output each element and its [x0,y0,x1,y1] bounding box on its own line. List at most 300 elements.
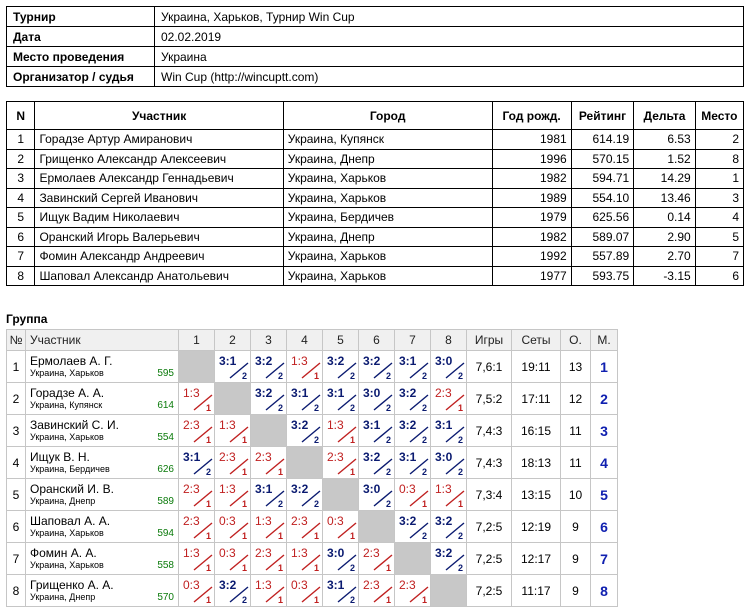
result [287,575,322,606]
participant-cell: Горадзе Артур Амиранович [35,130,283,150]
participant-cell: Ермолаев Александр Геннадьевич [35,169,283,189]
result [323,383,358,414]
result [359,415,394,446]
result-cell [287,383,323,415]
result-points: 1 [205,435,211,445]
result-cell [179,479,215,511]
group-row-number: 7 [7,543,26,575]
result-score: 1:3 [255,578,272,592]
result-cell [431,479,467,511]
result-points: 2 [241,595,247,605]
info-label: Турнир [7,7,155,27]
result-cell [431,383,467,415]
games: 7,4:3 [467,415,512,447]
result-cell [323,511,359,543]
participant-cell: 7 [695,247,743,267]
result-points: 1 [313,563,319,573]
info-label: Место проведения [7,47,155,67]
participant-cell: 8 [695,149,743,169]
points: 13 [561,351,591,383]
participant-cell: 8 [7,266,35,286]
player-rating: 594 [157,528,174,539]
result-score: 3:0 [435,354,453,368]
participant-cell: Фомин Александр Андреевич [35,247,283,267]
sets: 18:13 [512,447,561,479]
diagonal-cell [359,511,395,543]
result-cell [359,447,395,479]
participant-cell: 4 [695,208,743,228]
group-row-number: 4 [7,447,26,479]
result-score: 0:3 [291,578,308,592]
player-name: Фомин А. А. [30,545,97,560]
result-score: 1:3 [183,546,200,560]
group-player [26,511,179,543]
result [323,511,358,542]
participant-cell: Украина, Купянск [283,130,492,150]
result-score: 1:3 [327,418,344,432]
result [179,479,214,510]
result-points: 1 [277,595,283,605]
participant-cell: Украина, Харьков [283,266,492,286]
result [323,351,358,382]
result-score: 3:1 [363,418,381,432]
result-score: 1:3 [291,354,308,368]
result-score: 3:2 [399,514,417,528]
result-cell [359,479,395,511]
result [251,447,286,478]
result [179,575,214,606]
result-points: 1 [385,595,391,605]
result [251,479,286,510]
result-points: 2 [313,435,319,445]
participant-cell: Шаповал Александр Анатольевич [35,266,283,286]
result [287,511,322,542]
result-score: 2:3 [291,514,308,528]
result-points: 1 [349,467,355,477]
result [431,351,466,382]
result-cell [395,511,431,543]
result-points: 1 [241,563,247,573]
result [359,479,394,510]
result-score: 0:3 [183,578,200,592]
result-points: 2 [385,403,391,413]
result-score: 3:2 [363,450,381,464]
result-score: 2:3 [183,482,200,496]
result-cell [323,415,359,447]
games: 7,5:2 [467,383,512,415]
group-player [26,415,179,447]
result-cell [179,383,215,415]
result [395,479,430,510]
result-score: 1:3 [219,482,236,496]
place: 1 [591,351,618,383]
result-cell [323,447,359,479]
result-cell [287,415,323,447]
participant-cell: Украина, Харьков [283,169,492,189]
player-rating: 595 [157,368,174,379]
sets: 19:11 [512,351,561,383]
result-cell [215,479,251,511]
games: 7,2:5 [467,511,512,543]
result-cell [251,383,287,415]
result-points: 2 [385,499,391,509]
group-header-cell: 2 [215,330,251,351]
result-cell [395,575,431,607]
result-score: 2:3 [363,546,380,560]
participant-cell: 1989 [492,188,571,208]
result-points: 1 [277,531,283,541]
result [431,415,466,446]
participant-row [7,188,744,208]
result-points: 1 [349,435,355,445]
result-points: 1 [349,531,355,541]
result-cell [215,575,251,607]
player-name: Завинский С. И. [30,417,119,432]
participant-cell: 13.46 [634,188,695,208]
participant-cell: 3 [7,169,35,189]
group-header-cell: 1 [179,330,215,351]
result-score: 0:3 [219,514,236,528]
group-row [7,543,618,575]
result-cell [251,575,287,607]
group-player [26,383,179,415]
result-cell [251,543,287,575]
result-cell [359,415,395,447]
group-matrix [6,329,618,607]
player-name: Ищук В. Н. [30,449,90,464]
participants-header-cell: Участник [35,102,283,130]
result-cell [359,575,395,607]
participant-cell: 1.52 [634,149,695,169]
result-points: 1 [241,531,247,541]
diagonal-cell [179,351,215,383]
result-points: 2 [277,499,283,509]
result [215,575,250,606]
result-cell [251,351,287,383]
participant-cell: 594.71 [571,169,634,189]
games: 7,4:3 [467,447,512,479]
participants-header-row [7,102,744,130]
result-score: 3:0 [327,546,345,560]
games: 7,3:4 [467,479,512,511]
result [395,415,430,446]
result [251,383,286,414]
result-points: 1 [277,563,283,573]
participant-cell: 1992 [492,247,571,267]
participant-cell: Украина, Харьков [283,188,492,208]
result [287,543,322,574]
result-points: 2 [457,563,463,573]
participant-cell: Украина, Днепр [283,227,492,247]
group-row-number: 2 [7,383,26,415]
participant-cell: -3.15 [634,266,695,286]
result-cell [395,415,431,447]
group-row [7,351,618,383]
participant-cell: 1981 [492,130,571,150]
result-score: 3:2 [291,418,309,432]
participants-header-cell: Год рожд. [492,102,571,130]
player-city: Украина, Бердичев [30,463,110,474]
info-label: Дата [7,27,155,47]
result-score: 3:1 [255,482,273,496]
result-cell [287,479,323,511]
result [431,383,466,414]
result [359,543,394,574]
result-points: 1 [205,563,211,573]
games: 7,2:5 [467,543,512,575]
player-city: Украина, Харьков [30,527,104,538]
result [287,415,322,446]
participant-cell: Украина, Бердичев [283,208,492,228]
result-score: 3:1 [399,450,417,464]
group-header-cell: О. [561,330,591,351]
points: 11 [561,415,591,447]
participant-row [7,149,744,169]
group-row [7,479,618,511]
group-title: Группа [6,312,48,326]
participant-cell: 14.29 [634,169,695,189]
result [323,575,358,606]
info-row [7,7,744,27]
result [395,383,430,414]
participant-cell: 1 [7,130,35,150]
sets: 17:11 [512,383,561,415]
group-player [26,479,179,511]
result [179,511,214,542]
result [179,447,214,478]
group-player [26,447,179,479]
result-points: 2 [277,403,283,413]
result-cell [287,351,323,383]
participant-cell: 5 [695,227,743,247]
result [287,383,322,414]
diagonal-cell [323,479,359,511]
participant-cell: Украина, Днепр [283,149,492,169]
sets: 11:17 [512,575,561,607]
result-points: 1 [205,403,211,413]
group-header-cell: Участник [26,330,179,351]
participant-cell: 589.07 [571,227,634,247]
result-score: 2:3 [255,546,272,560]
group-row-number: 8 [7,575,26,607]
group-header-cell: 8 [431,330,467,351]
result [431,479,466,510]
result-cell [179,447,215,479]
result-cell [215,511,251,543]
result-cell [395,447,431,479]
result-score: 2:3 [183,514,200,528]
player-city: Украина, Днепр [30,495,96,506]
participant-cell: Завинский Сергей Иванович [35,188,283,208]
participants-table [6,101,744,286]
participant-row [7,208,744,228]
group-row [7,447,618,479]
group-player [26,575,179,607]
info-row [7,47,744,67]
points: 12 [561,383,591,415]
info-row [7,27,744,47]
points: 9 [561,543,591,575]
group-header-row [7,330,618,351]
place: 6 [591,511,618,543]
points: 9 [561,575,591,607]
result [215,447,250,478]
player-rating: 554 [157,432,174,443]
group-row [7,511,618,543]
sets: 16:15 [512,415,561,447]
group-player [26,351,179,383]
result-points: 1 [313,371,319,381]
result [215,415,250,446]
group-player [26,543,179,575]
result-points: 1 [241,499,247,509]
player-name: Ермолаев А. Г. [30,353,113,368]
group-header-cell: Игры [467,330,512,351]
points: 10 [561,479,591,511]
group-header-cell: Сеты [512,330,561,351]
result-points: 1 [457,499,463,509]
result [395,511,430,542]
result [287,479,322,510]
info-value: Украина, Харьков, Турнир Win Cup [155,7,744,27]
result-cell [431,511,467,543]
group-header-cell: 3 [251,330,287,351]
result-score: 3:1 [219,354,237,368]
player-city: Украина, Харьков [30,367,104,378]
participant-cell: 554.10 [571,188,634,208]
result-points: 1 [277,467,283,477]
participant-cell: 2.70 [634,247,695,267]
result-score: 2:3 [435,386,452,400]
result [359,383,394,414]
player-rating: 570 [157,592,174,603]
result-points: 2 [421,371,427,381]
result-cell [215,543,251,575]
result-score: 0:3 [399,482,416,496]
place: 8 [591,575,618,607]
player-name: Оранский И. В. [30,481,114,496]
result-cell [359,351,395,383]
participants-header-cell: Дельта [634,102,695,130]
group-row-number: 3 [7,415,26,447]
result-points: 2 [421,403,427,413]
player-name: Шаповал А. А. [30,513,111,528]
result [215,479,250,510]
participant-cell: Оранский Игорь Валерьевич [35,227,283,247]
result-score: 3:1 [183,450,201,464]
result-cell [395,383,431,415]
result-points: 2 [457,435,463,445]
result [251,543,286,574]
result-cell [323,575,359,607]
participant-cell: 1982 [492,169,571,189]
info-value: 02.02.2019 [155,27,744,47]
info-label: Организатор / судья [7,67,155,87]
result-points: 2 [349,563,355,573]
result-cell [287,543,323,575]
place: 4 [591,447,618,479]
result-score: 3:2 [435,546,453,560]
result-points: 1 [241,467,247,477]
result-score: 3:2 [399,386,417,400]
result-points: 2 [457,467,463,477]
result-score: 1:3 [183,386,200,400]
result [431,447,466,478]
participant-cell: Ищук Вадим Николаевич [35,208,283,228]
group-header-cell: 5 [323,330,359,351]
player-name: Горадзе А. А. [30,385,105,400]
result-score: 3:1 [327,386,345,400]
result-score: 2:3 [399,578,416,592]
participant-cell: 3 [695,188,743,208]
result [359,351,394,382]
result-score: 3:2 [255,386,273,400]
result-points: 1 [421,595,427,605]
participant-row [7,169,744,189]
result-cell [215,447,251,479]
games: 7,6:1 [467,351,512,383]
result-points: 2 [313,403,319,413]
participant-cell: 4 [7,188,35,208]
result-points: 2 [385,435,391,445]
group-row-number: 1 [7,351,26,383]
result [215,543,250,574]
result-cell [179,543,215,575]
participant-cell: 1 [695,169,743,189]
tournament-info-table [6,6,744,87]
result-score: 3:2 [291,482,309,496]
diagonal-cell [395,543,431,575]
result-cell [287,511,323,543]
diagonal-cell [251,415,287,447]
player-rating: 614 [157,400,174,411]
result-points: 2 [457,531,463,541]
participants-header-cell: N [7,102,35,130]
participant-cell: 1996 [492,149,571,169]
result-cell [179,415,215,447]
result [323,415,358,446]
result-score: 2:3 [255,450,272,464]
result-score: 1:3 [219,418,236,432]
group-header-cell: 7 [395,330,431,351]
result-cell [251,447,287,479]
result-cell [287,575,323,607]
result-cell [215,415,251,447]
participant-cell: 593.75 [571,266,634,286]
result-points: 2 [313,499,319,509]
result-score: 3:0 [363,482,381,496]
group-row-number: 5 [7,479,26,511]
place: 2 [591,383,618,415]
result-points: 2 [421,531,427,541]
participant-row [7,227,744,247]
participant-cell: 1977 [492,266,571,286]
participant-cell: 625.56 [571,208,634,228]
result-cell [323,351,359,383]
result-cell [215,351,251,383]
place: 7 [591,543,618,575]
result-cell [431,351,467,383]
result [395,447,430,478]
result-points: 2 [385,371,391,381]
result-cell [251,511,287,543]
participant-cell: 0.14 [634,208,695,228]
participant-row [7,266,744,286]
points: 9 [561,511,591,543]
result [179,543,214,574]
place: 5 [591,479,618,511]
result-points: 2 [421,467,427,477]
